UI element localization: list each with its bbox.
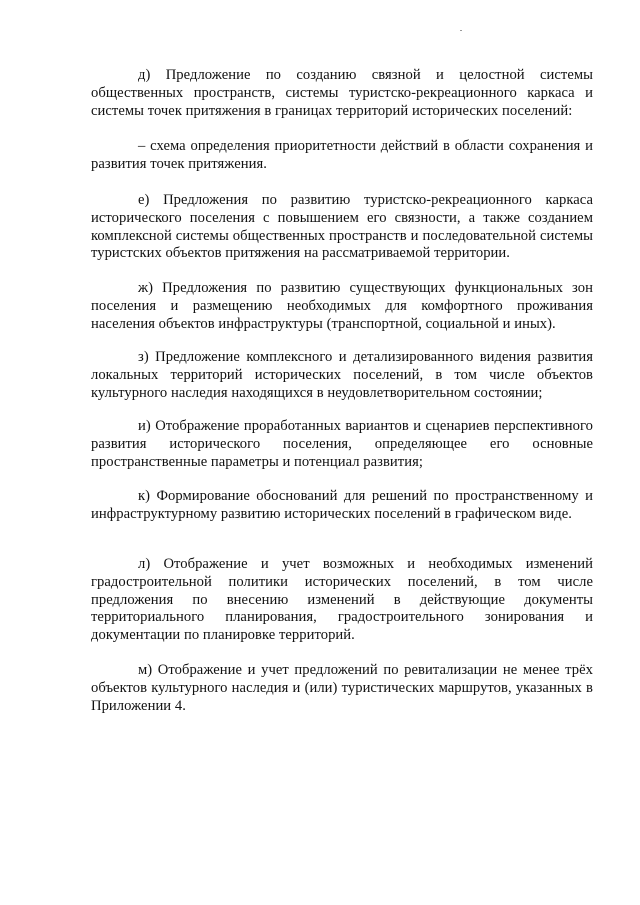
paragraph-z-text: з) Предложение комплексного и детализированного видения развития локальных территорий исторических поселений, в том числе объектов культурного наследия находящихся в неудовлетворительном состоянии; xyxy=(91,349,593,401)
paragraph-l xyxy=(91,556,593,645)
paragraph-l-text: л) Отображение и учет возможных и необходимых изменений градостроительной политики исторических поселений, в том числе предложения по внесению изменений в действующие документы территориального планирования, градостроительного зонирования и документации по планировке территорий. xyxy=(91,556,593,644)
scan-mark xyxy=(460,30,462,31)
paragraph-m xyxy=(91,662,593,715)
paragraph-e-text: е) Предложения по развитию туристско-рекреационного каркаса исторического поселения с повышением его связности, а также созданием комплексной системы общественных пространств и последовательной системы туристских объектов притяжения на рассматриваемой территории. xyxy=(91,192,593,262)
paragraph-i-text: и) Отображение проработанных вариантов и сценариев перспективного развития исторического поселения, определяющее его основные пространственные параметры и потенциал развития; xyxy=(91,418,593,470)
paragraph-m-text: м) Отображение и учет предложений по ревитализации не менее трёх объектов культурного наследия и (или) туристических маршрутов, указанных в Приложении 4. xyxy=(91,662,593,714)
paragraph-zh xyxy=(91,280,593,333)
paragraph-k-text: к) Формирование обоснований для решений по пространственному и инфраструктурному развитию исторических поселений в графическом виде. xyxy=(91,488,593,522)
paragraph-z xyxy=(91,349,593,402)
paragraph-d-sub xyxy=(91,138,593,174)
paragraph-e xyxy=(91,192,593,263)
paragraph-i xyxy=(91,418,593,471)
paragraph-zh-text: ж) Предложения по развитию существующих функциональных зон поселения и размещению необходимых для комфортного проживания населения объектов инфраструктуры (транспортной, социальной и иных). xyxy=(91,280,593,332)
paragraph-k xyxy=(91,488,593,524)
paragraph-d-text: д) Предложение по созданию связной и целостной системы общественных пространств, системы туристско-рекреационного каркаса и системы точек притяжения в границах территорий исторических поселений: xyxy=(91,67,593,119)
paragraph-d-sub-text: – схема определения приоритетности действий в области сохранения и развития точек притяжения. xyxy=(91,138,593,172)
paragraph-d xyxy=(91,67,593,120)
